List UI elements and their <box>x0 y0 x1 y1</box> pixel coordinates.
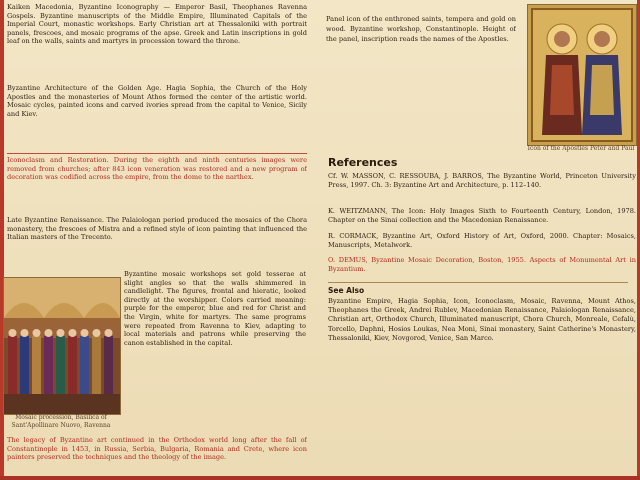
section-divider <box>7 153 307 154</box>
see-also-list: Byzantine Empire, Hagia Sophia, Icon, Iconoclasm, Mosaic, Ravenna, Mount Athos, Theophanes the Greek, Andrei Rublev, Macedonian Renaissance, Palaiologan Renaissance, Christian art, Orthodox Church, Illuminated manuscript, Chora Church, Monreale, Cefalù, Torcello, Daphni, Hosios Loukas, Nea Moni, Sinai monastery, Saint Catherine's Monastery, Thessaloniki, Kiev, Novgorod, Venice, San Marco. <box>328 297 636 342</box>
icon-caption: Icon of the Apostles Peter and Paul <box>527 145 635 152</box>
see-also-divider <box>328 282 628 283</box>
reference-item-2: K. WEITZMANN, The Icon: Holy Images Sixth to Fourteenth Century, London, 1978. Chapter on the Sinai collection and the Macedonian Renaissance. <box>328 207 636 224</box>
reference-item-4: O. DEMUS, Byzantine Mosaic Decoration, Boston, 1955. Aspects of Monumental Art in Byzantium. <box>328 256 636 273</box>
icon-description-paragraph: Panel icon of the enthroned saints, tempera and gold on wood. Byzantine workshop, Constantinople. Height of the panel, inscription reads the names of the Apostles. <box>326 15 516 43</box>
intro-paragraph: Kaiken Macedonia, Byzantine Iconography — Emperor Basil, Theophanes Ravenna Gospels. Byzantine manuscripts of the Middle Empire, Illuminated Capitals of the Imperial Court, monastic workshops. Early Christian art at Thessaloniki with portrait panels, frescoes, and mosaic programs of the apse. Greek and Latin inscriptions in gold leaf on the walls, saints and martyrs in procession toward the throne. <box>7 3 307 46</box>
references-heading: References <box>328 157 398 169</box>
reference-item-3: R. CORMACK, Byzantine Art, Oxford History of Art, Oxford, 2000. Chapter: Mosaics, Manuscripts, Metalwork. <box>328 232 636 249</box>
mosaic-procession-image <box>3 277 121 415</box>
mosaic-caption: Mosaic procession, Basilica of Sant'Apollinare Nuovo, Ravenna <box>11 414 111 429</box>
mosaic-description-paragraph: Byzantine mosaic workshops set gold tesserae at slight angles so that the walls shimmered in candlelight. The figures, frontal and hieratic, looked directly at the worshipper. Colors carried meaning: purple for the emperor, blue and red for Christ and the Virgin, white for martyrs. The same programs were repeated from Ravenna to Kiev, adapting to local materials and patrons while preserving the canon established in the capital. <box>124 270 306 347</box>
legacy-paragraph: The legacy of Byzantine art continued in the Orthodox world long after the fall of Constantinople in 1453, in Russia, Serbia, Bulgaria, Romania and Crete, where icon painters preserved the techniques and the theology of the image. <box>7 436 307 462</box>
architecture-paragraph: Byzantine Architecture of the Golden Age. Hagia Sophia, the Church of the Holy Apostles and the monasteries of Mount Athos formed the center of the artistic world. Mosaic cycles, painted icons and carved ivories spread from the capital to Venice, Sicily and Kiev. <box>7 84 307 118</box>
apostles-icon-drawing <box>528 5 636 145</box>
late-byzantine-paragraph: Late Byzantine Renaissance. The Palaiologan period produced the mosaics of the Chora monastery, the frescoes of Mistra and a refined style of icon painting that influenced the Italian masters of the Trecento. <box>7 216 307 242</box>
mosaic-procession-drawing <box>4 278 120 414</box>
see-also-heading: See Also <box>328 286 365 295</box>
reference-item-1: Cf. W. MASSON, C. RESSOUBA, J. BARROS, The Byzantine World, Princeton University Press, 1997. Ch. 3: Byzantine Art and Architecture, p. 112–140. <box>328 172 636 189</box>
apostles-icon-image <box>527 4 637 146</box>
iconoclasm-paragraph: Iconoclasm and Restoration. During the eighth and ninth centuries images were removed from churches; after 843 icon veneration was restored and a new program of decoration was codified across the empire, from the dome to the narthex. <box>7 156 307 182</box>
bottom-border-decoration <box>0 476 640 480</box>
